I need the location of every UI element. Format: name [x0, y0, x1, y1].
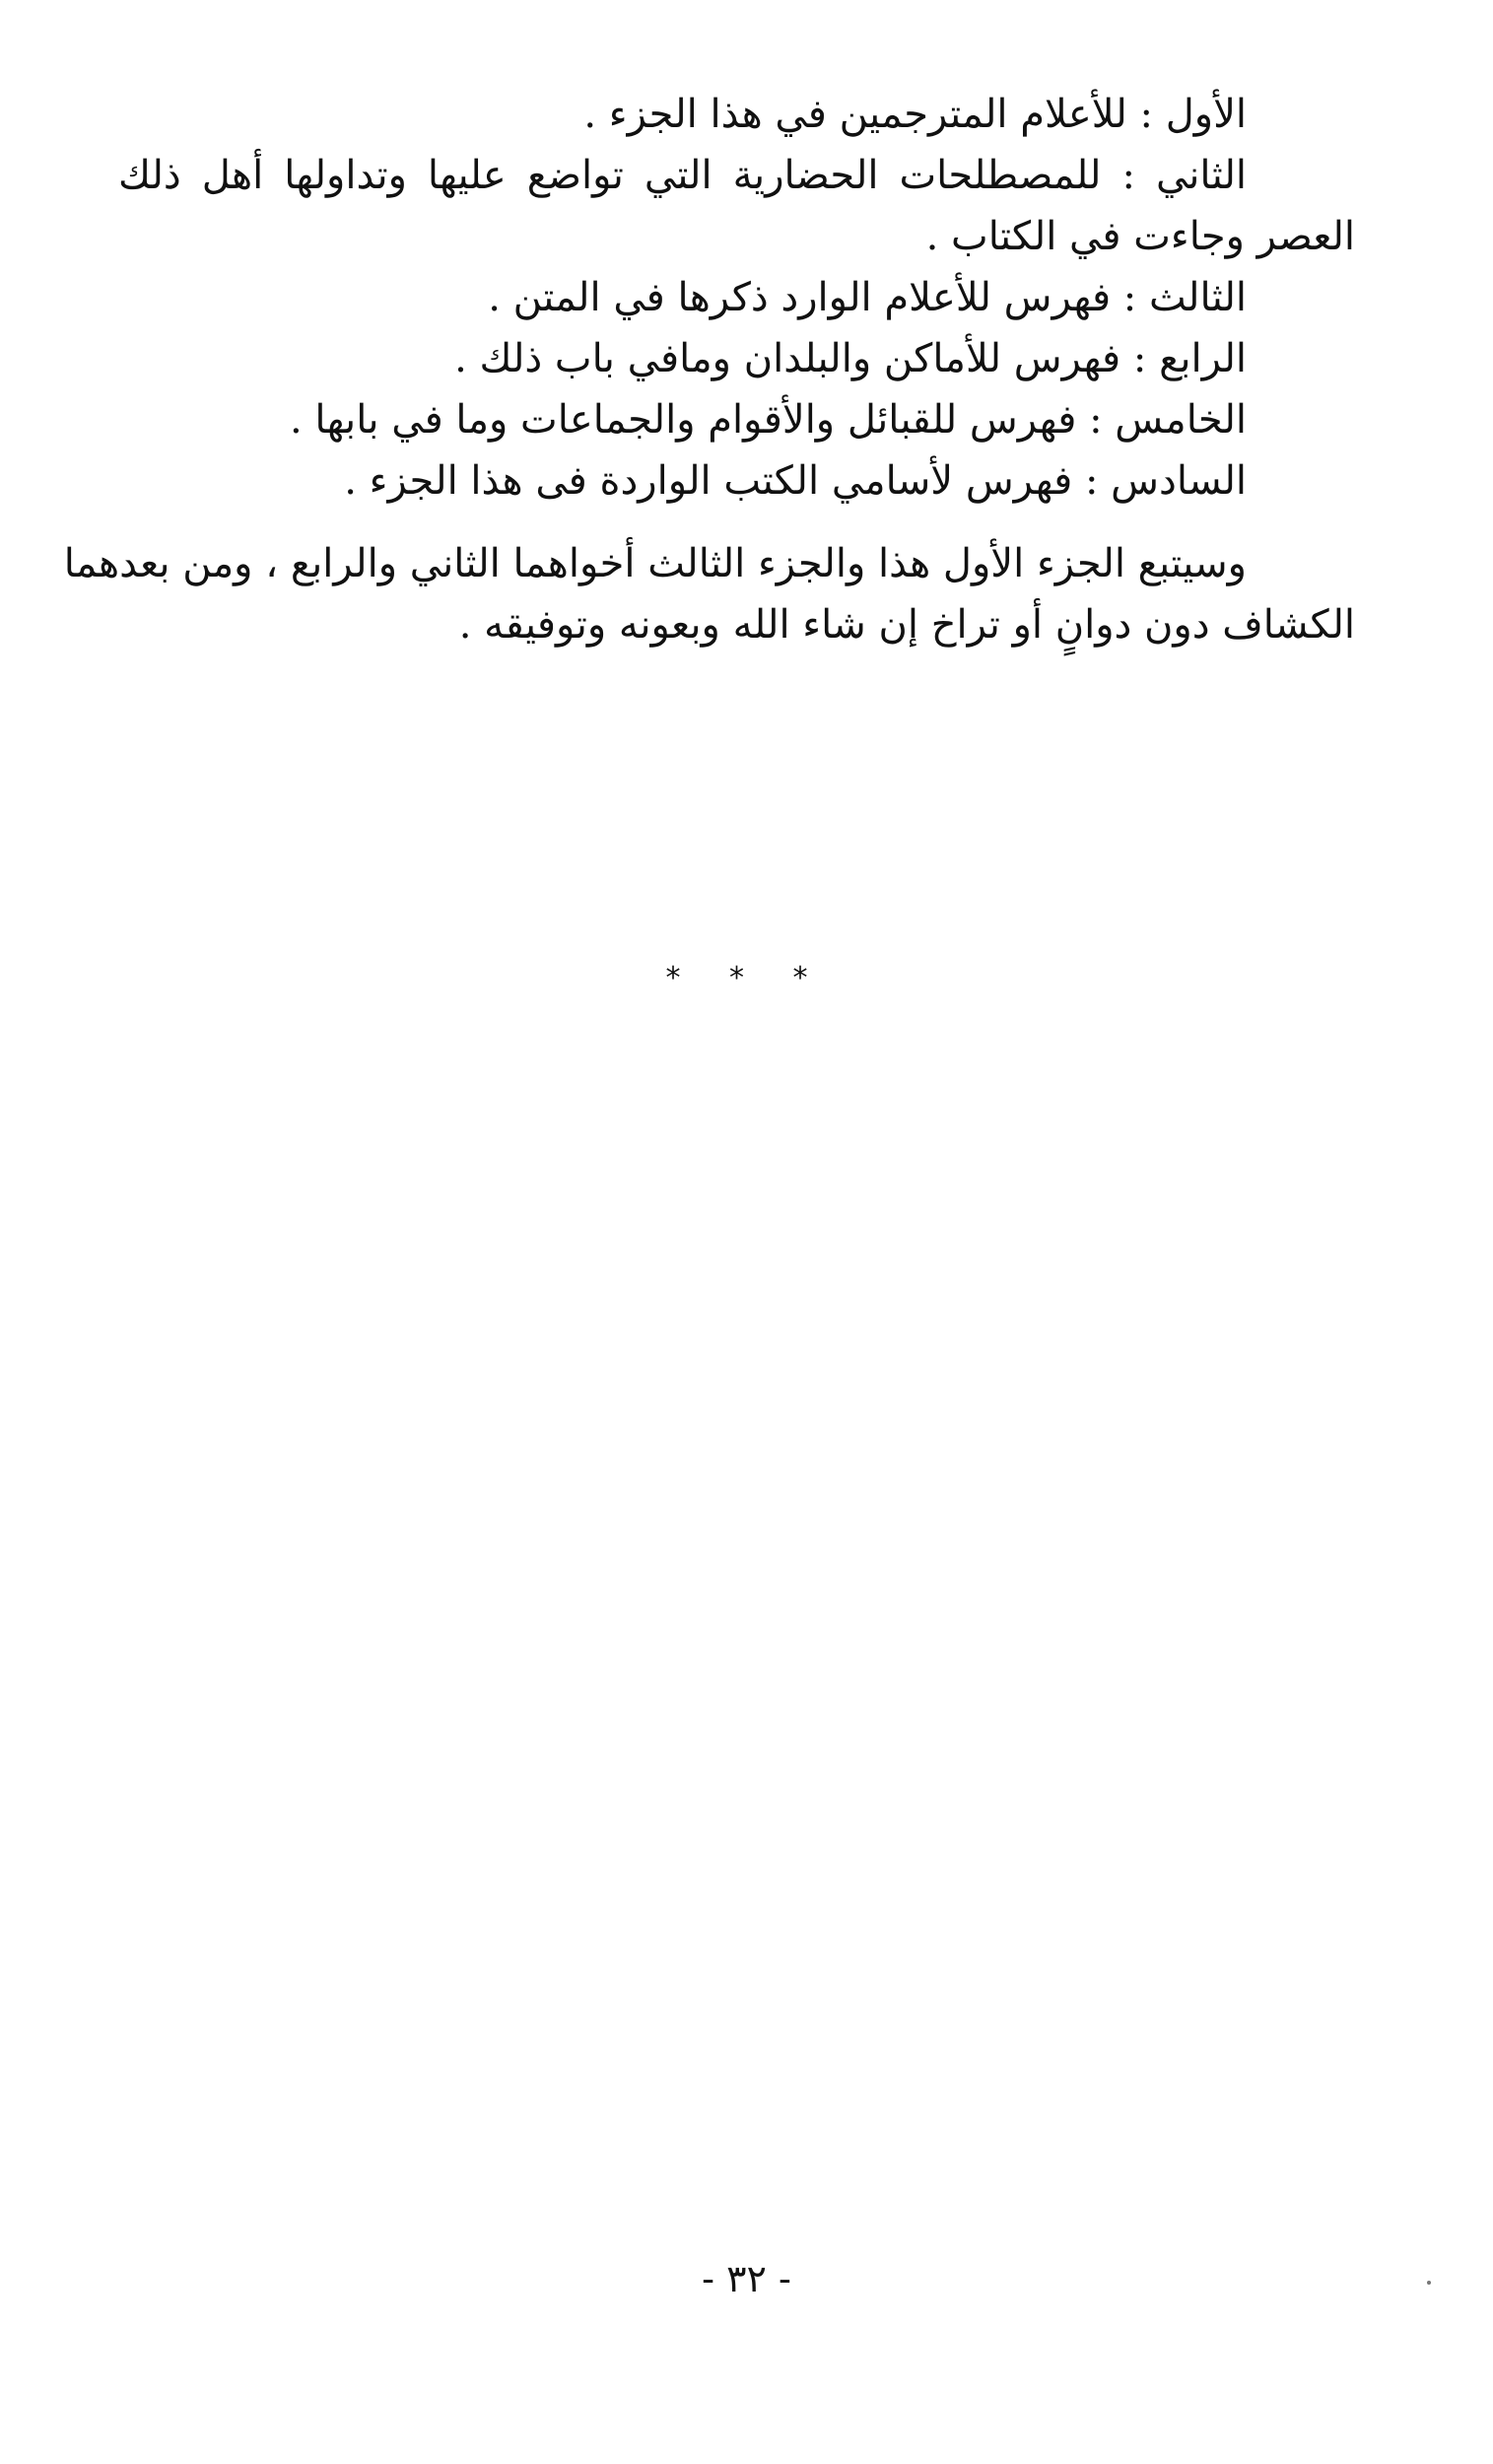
- closing-paragraph-line-2: الكشاف دون دوانٍ أو تراخ إن شاء الله وبعونه وتوفيقه .: [458, 602, 1355, 648]
- index-item-second-continuation: العصر وجاءت في الكتاب .: [925, 214, 1355, 259]
- closing-paragraph-line-1: وسيتبع الجزء الأول هذا والجزء الثالث أخواهما الثاني والرابع ، ومن بعدهما: [63, 541, 1247, 586]
- section-separator: * * *: [665, 961, 828, 995]
- scan-speck: [1427, 2281, 1431, 2285]
- index-item-fifth: الخامس : فهرس للقبائل والأقوام والجماعات وما في بابها .: [290, 397, 1247, 443]
- index-item-second: الثاني : للمصطلحات الحضارية التي تواضع عليها وتداولها أهل ذلك: [118, 153, 1247, 198]
- index-item-sixth: السادس : فهرس لأسامي الكتب الواردة فى هذا الجزء .: [344, 458, 1247, 504]
- index-description-text: [63, 84, 1355, 655]
- index-item-first: الأول : للأعلام المترجمين في هذا الجزء .: [583, 92, 1247, 137]
- index-item-fourth: الرابع : فهرس للأماكن والبلدان ومافي باب ذلك .: [454, 336, 1247, 381]
- index-item-third: الثالث : فهرس للأعلام الوارد ذكرها في المتن .: [488, 275, 1247, 320]
- page-number: - ٣٢ -: [702, 2257, 791, 2300]
